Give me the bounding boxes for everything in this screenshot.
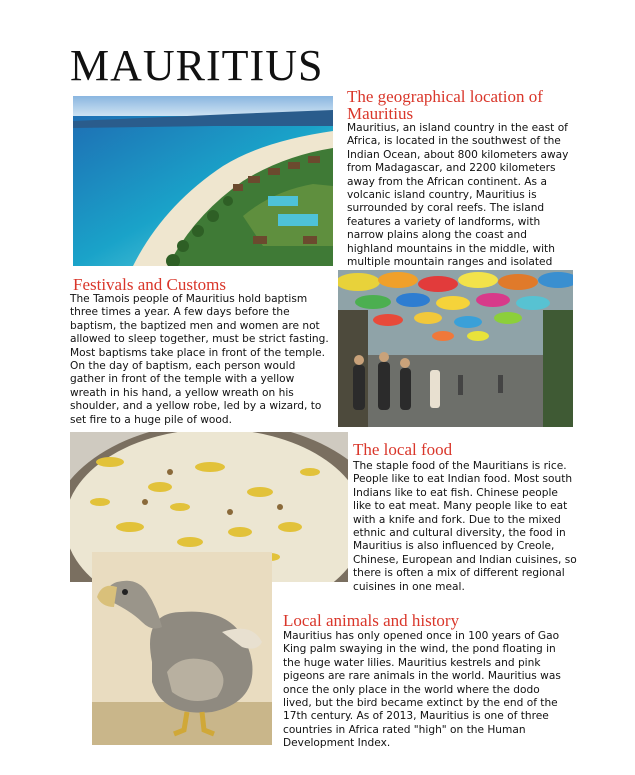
page-title: MAURITIUS xyxy=(70,41,324,90)
festivals-body: The Tamois people of Mauritius hold baptism three times a year. A few days before the baptism, the baptized men and women are not allowed to sleep together, must be strict fasting. Most baptisms take place in front of the temple. On the day of baptism, each person would gather in front of the temple with a yellow wreath in his hand, a yellow wreath on his shoulder, and a yellow robe, led by a wizard, to set fire to a huge pile of wood. xyxy=(70,293,329,426)
umbrella-street-photo xyxy=(338,270,573,427)
food-heading: The local food xyxy=(353,440,453,459)
geo-heading: The geographical location of Mauritius xyxy=(347,87,543,123)
festivals-heading: Festivals and Customs xyxy=(73,275,227,294)
animals-heading: Local animals and history xyxy=(283,611,460,630)
beach-resort-photo xyxy=(73,96,333,266)
geo-body: Mauritius, an island country in the east of Africa, is located in the southwest of the Indian Ocean, about 800 kilometers away from Madagascar, and 2200 kilometers away from the African continent. As a volcanic island country, Mauritius is surrounded by coral reefs. The island features a variety of landforms, with narrow plains along the coast and highland mountains in the middle, with multiple mountain ranges and isolated xyxy=(347,122,569,269)
dodo-illustration xyxy=(92,552,272,745)
animals-body: Mauritius has only opened once in 100 years of Gao King palm swaying in the wind, the pond floating in the huge water lilies. Mauritius kestrels and pink pigeons are rare animals in the world. Mauritius was once the only place in the world where the dodo lived, but the bird became extinct by the end of the 17th century. As of 2013, Mauritius is one of three countries in Africa rated "high" on the Human Development Index. xyxy=(283,630,561,750)
food-body: The staple food of the Mauritians is rice. People like to eat Indian food. Most south Indians like to eat fish. Chinese people like to eat meat. Many people like to eat with a knife and fork. Due to the mixed ethnic and cultural diversity, the food in Mauritius is also influenced by Creole, Chinese, European and Indian cuisines, so there is often a mix of different regional cuisines in one meal. xyxy=(353,460,577,593)
